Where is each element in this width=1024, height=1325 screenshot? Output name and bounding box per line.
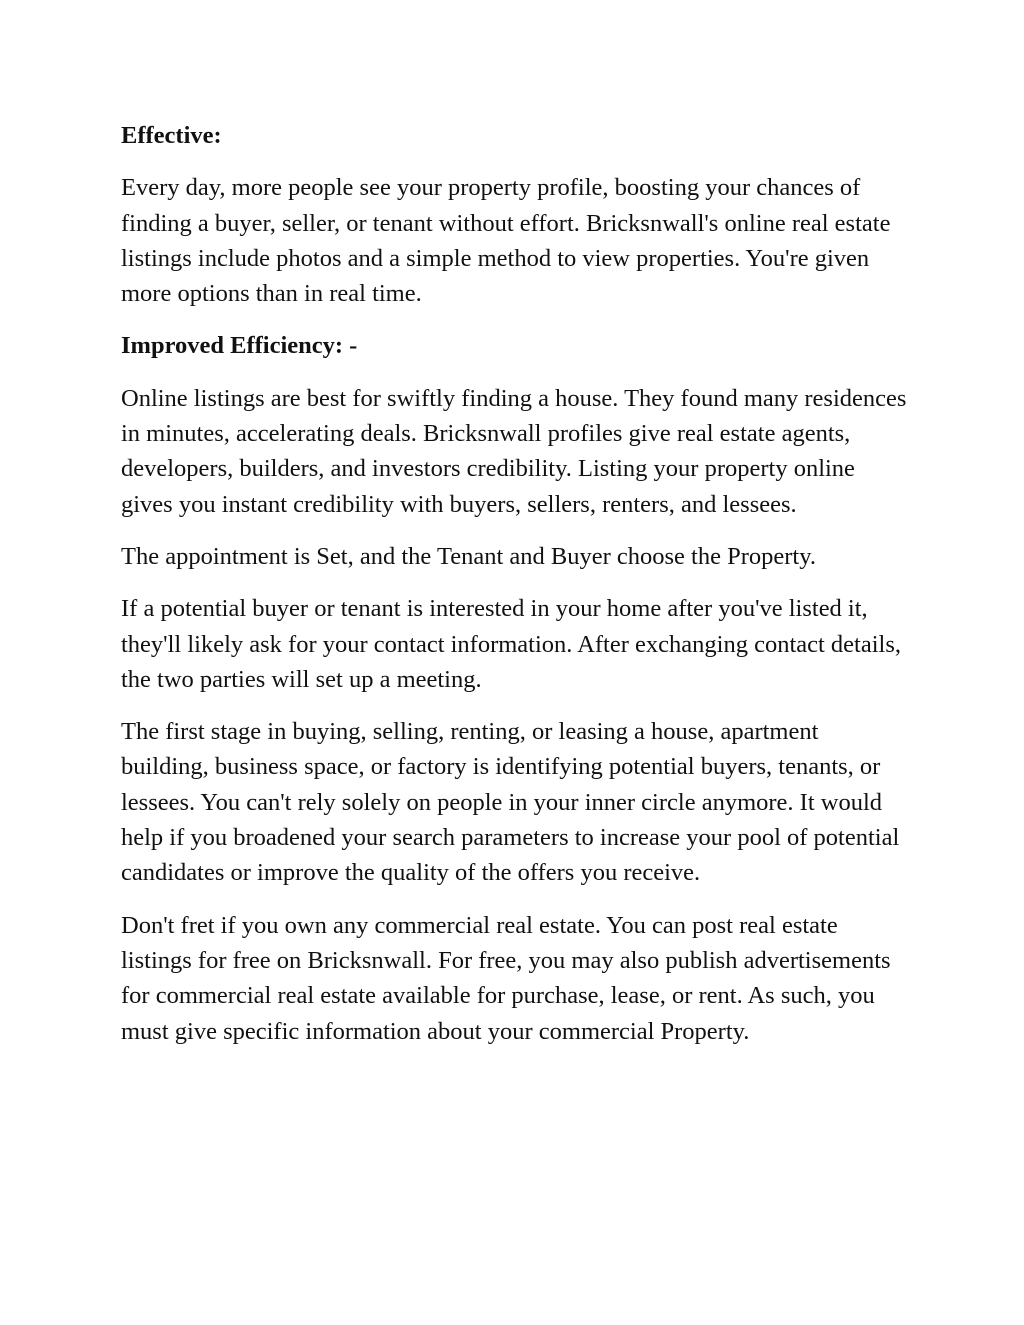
paragraph-appointment: The appointment is Set, and the Tenant and Buyer choose the Property. (121, 542, 817, 570)
paragraph-online-listings: Online listings are best for swiftly finding a house. They found many residences in minutes, accelerating deals. Bricksnwall profiles give real estate agents, developers, builders, and investors credibility. Listing your property online gives you instant credibility with buyers, sellers, renters, and lessees. (121, 384, 907, 518)
section-heading-effective: Effective: (121, 122, 222, 149)
paragraph-contact-info: If a potential buyer or tenant is interested in your home after you've listed it, they'll likely ask for your contact information. After exchanging contact details, the two parties will set up a meeting. (121, 595, 902, 693)
paragraph-first-stage: The first stage in buying, selling, renting, or leasing a house, apartment building, business space, or factory is identifying potential buyers, tenants, or lessees. You can't rely solely on people in your inner circle anymore. It would help if you broadened your search parameters to increase your pool of potential candidates or improve the quality of the offers you receive. (121, 718, 900, 887)
paragraph-effective: Every day, more people see your property profile, boosting your chances of finding a buyer, seller, or tenant without effort. Bricksnwall's online real estate listings include photos and a simple method to view properties. You're given more options than in real time. (121, 174, 891, 308)
section-heading-improved-efficiency: Improved Efficiency: - (121, 332, 358, 360)
paragraph-commercial-real-estate: Don't fret if you own any commercial real estate. You can post real estate listings for free on Bricksnwall. For free, you may also publish advertisements for commercial real estate available for purchase, lease, or rent. As such, you must give specific information about your commercial Property. (121, 911, 891, 1045)
document-page (121, 118, 911, 1066)
